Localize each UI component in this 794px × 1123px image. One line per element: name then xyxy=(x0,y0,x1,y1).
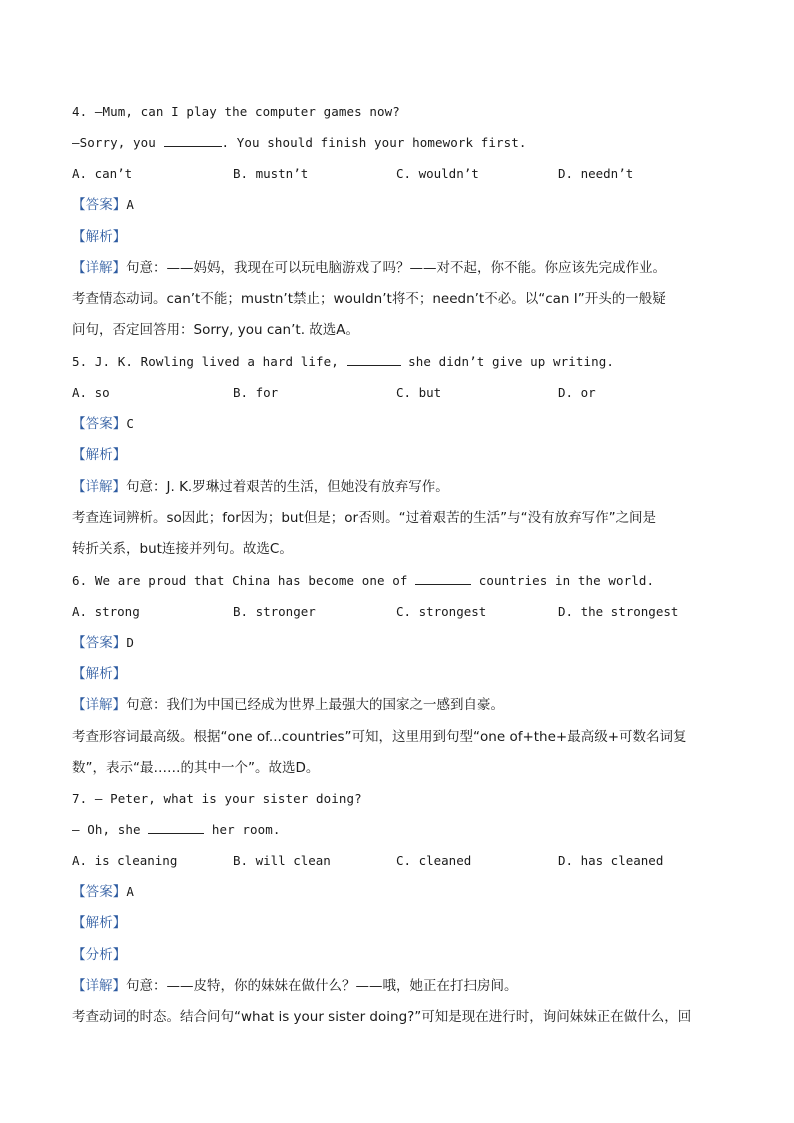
q4-answer xyxy=(72,196,134,214)
q7-explanation-line1: 考查动词的时态。结合问句“what is your sister doing?”可知是现在进行时，询问妹妹正在做什么，回 xyxy=(72,1009,692,1025)
q7-option-d: D. has cleaned xyxy=(558,853,664,868)
q6-option-a: A. strong xyxy=(72,604,140,619)
q5-option-b: B. for xyxy=(233,385,279,400)
q6-explanation-line1: 考查形容词最高级。根据“one of...countries”可知，这里用到句型“one of+the+最高级+可数名词复 xyxy=(72,729,687,745)
q6-explanation-line2: 数”，表示“最……的其中一个”。故选D。 xyxy=(72,760,320,776)
q4-detail-label: 【详解】 xyxy=(72,260,126,276)
q6-option-c: C. strongest xyxy=(396,604,487,619)
q4-dialogue-pre: —Sorry, you xyxy=(72,135,164,150)
q6-detail-label: 【详解】 xyxy=(72,697,126,713)
q5-detail xyxy=(72,478,449,496)
q5-detail-label: 【详解】 xyxy=(72,479,126,495)
q6-option-d: D. the strongest xyxy=(558,604,679,619)
q5-answer xyxy=(72,415,134,433)
q4-detail-text: 句意：——妈妈，我现在可以玩电脑游戏了吗？——对不起，你不能。你应该先完成作业。 xyxy=(126,260,666,276)
q7-detail-text: 句意：——皮特，你的妹妹在做什么？——哦，她正在打扫房间。 xyxy=(126,978,518,994)
q6-answer xyxy=(72,634,134,652)
q4-explanation-line2: 问句，否定回答用：Sorry, you can’t. 故选A。 xyxy=(72,322,360,338)
q4-blank xyxy=(164,134,222,147)
q6-stem-post: countries in the world. xyxy=(471,573,655,588)
q4-option-a: A. can’t xyxy=(72,166,133,181)
q6-analysis-label: 【解析】 xyxy=(72,666,127,682)
q7-option-a: A. is cleaning xyxy=(72,853,178,868)
q5-stem-pre: 5. J. K. Rowling lived a hard life, xyxy=(72,354,347,369)
q4-analysis-label: 【解析】 xyxy=(72,229,127,245)
q7-fenxi-label: 【分析】 xyxy=(72,947,127,963)
q5-explanation-line2: 转折关系，but连接并列句。故选C。 xyxy=(72,541,293,557)
q7-option-c: C. cleaned xyxy=(396,853,472,868)
q7-stem: 7. — Peter, what is your sister doing? xyxy=(72,791,362,806)
q5-answer-label: 【答案】 xyxy=(72,416,127,432)
q5-detail-text: 句意：J. K.罗琳过着艰苦的生活，但她没有放弃写作。 xyxy=(126,479,449,495)
q4-option-d: D. needn’t xyxy=(558,166,634,181)
q6-answer-value: D xyxy=(126,635,135,650)
q5-option-c: C. but xyxy=(396,385,442,400)
q5-option-a: A. so xyxy=(72,385,110,400)
q6-detail xyxy=(72,696,504,714)
q7-analysis-label: 【解析】 xyxy=(72,915,127,931)
q6-answer-label: 【答案】 xyxy=(72,635,127,651)
q7-dialogue-post: her room. xyxy=(204,822,281,837)
q6-stem xyxy=(72,572,654,590)
q4-option-b: B. mustn’t xyxy=(233,166,309,181)
q7-detail xyxy=(72,977,518,995)
q6-detail-text: 句意：我们为中国已经成为世界上最强大的国家之一感到自豪。 xyxy=(126,697,504,713)
q7-blank xyxy=(148,821,204,834)
q5-blank xyxy=(347,353,401,366)
q4-dialogue-line xyxy=(72,134,527,152)
q5-analysis-label: 【解析】 xyxy=(72,447,127,463)
q4-explanation-line1: 考查情态动词。can’t不能；mustn’t禁止；wouldn’t将不；needn’t不必。以“can I”开头的一般疑 xyxy=(72,291,666,307)
q4-dialogue-post: . You should finish your homework first. xyxy=(221,135,527,150)
q6-blank xyxy=(415,572,471,585)
q4-answer-label: 【答案】 xyxy=(72,197,127,213)
q7-option-b: B. will clean xyxy=(233,853,331,868)
q5-option-d: D. or xyxy=(558,385,596,400)
q6-stem-pre: 6. We are proud that China has become one of xyxy=(72,573,416,588)
q7-dialogue-pre: — Oh, she xyxy=(72,822,149,837)
q5-stem-post: she didn’t give up writing. xyxy=(400,354,615,369)
q5-explanation-line1: 考查连词辨析。so因此；for因为；but但是；or否则。“过着艰苦的生活”与“没有放弃写作”之间是 xyxy=(72,510,657,526)
q7-dialogue-line xyxy=(72,821,281,839)
q5-stem xyxy=(72,353,614,371)
q6-option-b: B. stronger xyxy=(233,604,316,619)
q7-answer-value: A xyxy=(126,884,135,899)
q7-answer xyxy=(72,883,134,901)
q4-detail xyxy=(72,259,666,277)
q7-answer-label: 【答案】 xyxy=(72,884,127,900)
q5-answer-value: C xyxy=(126,416,135,431)
q4-option-c: C. wouldn’t xyxy=(396,166,479,181)
q4-answer-value: A xyxy=(126,197,135,212)
q7-detail-label: 【详解】 xyxy=(72,978,126,994)
q4-stem: 4. —Mum, can I play the computer games now? xyxy=(72,104,400,119)
